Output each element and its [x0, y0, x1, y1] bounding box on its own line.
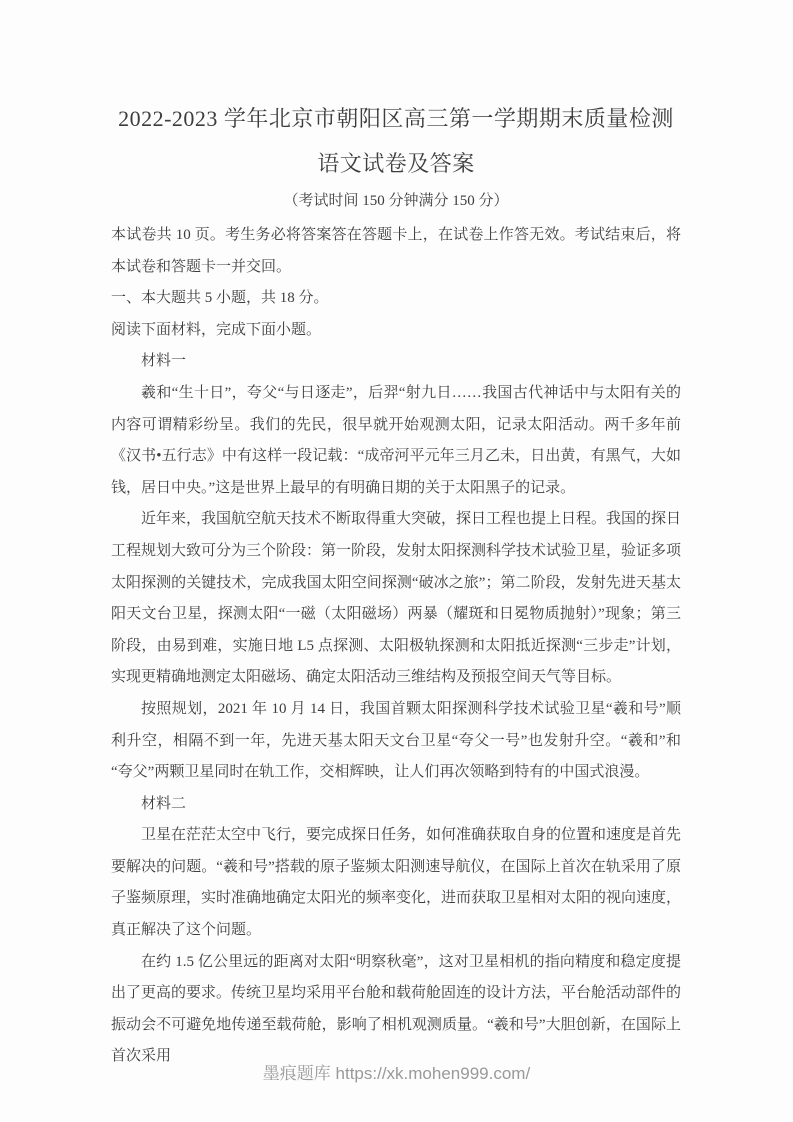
document-body	[111, 220, 681, 1073]
paragraph: 按照规划，2021 年 10 月 14 日，我国首颗太阳探测科学技术试验卫星“羲和号”顺利升空，相隔不到一年，先进天基太阳天文台卫星“夸父一号”也发射升空。“羲和”和“夸父”两颗卫星同时在轨工作，交相辉映，让人们再次领略到特有的中国式浪漫。	[111, 700, 681, 781]
exam-time-subtitle: （考试时间 150 分钟满分 150 分）	[283, 193, 509, 209]
paragraph: 在约 1.5 亿公里远的距离对太阳“明察秋毫”，这对卫星相机的指向精度和稳定度提出了更高的要求。传统卫星均采用平台舱和载荷舱固连的设计方法，平台舱活动部件的振动会不可避免地传递至载荷舱，影响了相机观测质量。“羲和号”大胆创新，在国际上首次采用	[111, 953, 682, 1065]
paragraph: 材料二	[141, 795, 187, 812]
paragraph: 阅读下面材料，完成下面小题。	[111, 321, 322, 338]
paragraph: 近年来，我国航空航天技术不断取得重大突破，探日工程也提上日程。我国的探日工程规划大致可分为三个阶段：第一阶段，发射太阳探测科学技术试验卫星，验证多项太阳探测的关键技术，完成我国太阳空间探测“破冰之旅”；第二阶段，发射先进天基太阳天文台卫星，探测太阳“一磁（太阳磁场）两暴（耀斑和日冕物质抛射）”现象；第三阶段，由易到难，实施日地 L5 点探测、太阳极轨探测和太阳抵近探测“三步走”计划，实现更精确地测定太阳磁场、确定太阳活动三维结构及预报空间天气等目标。	[111, 511, 682, 686]
paragraph: 一、本大题共 5 小题，共 18 分。	[111, 290, 329, 307]
paragraph: 羲和“生十日”，夸父“与日逐走”，后羿“射九日……我国古代神话中与太阳有关的内容可谓精彩纷呈。我们的先民，很早就开始观测太阳，记录太阳活动。两千多年前《汉书•五行志》中有这样一段记载：“成帝河平元年三月乙未，日出黄，有黑气，大如钱，居日中央。”这是世界上最早的有明确日期的关于太阳黑子的记录。	[111, 384, 681, 496]
paragraph: 本试卷共 10 页。考生务必将答案答在答题卡上，在试卷上作答无效。考试结束后，将本试卷和答题卡一并交回。	[111, 227, 681, 275]
page-title: 2022-2023 学年北京市朝阳区高三第一学期期末质量检测语文试卷及答案	[118, 106, 674, 176]
paragraph: 卫星在茫茫太空中飞行，要完成探日任务，如何准确获取自身的位置和速度是首先要解决的问题。“羲和号”搭载的原子鉴频太阳测速导航仪，在国际上首次在轨采用了原子鉴频原理，实时准确地确定太阳光的频率变化，进而获取卫星相对太阳的视向速度，真正解决了这个问题。	[111, 827, 682, 939]
watermark-footer: 墨痕题库 https://xk.mohen999.com/	[262, 1064, 531, 1083]
paragraph: 材料一	[141, 353, 187, 370]
